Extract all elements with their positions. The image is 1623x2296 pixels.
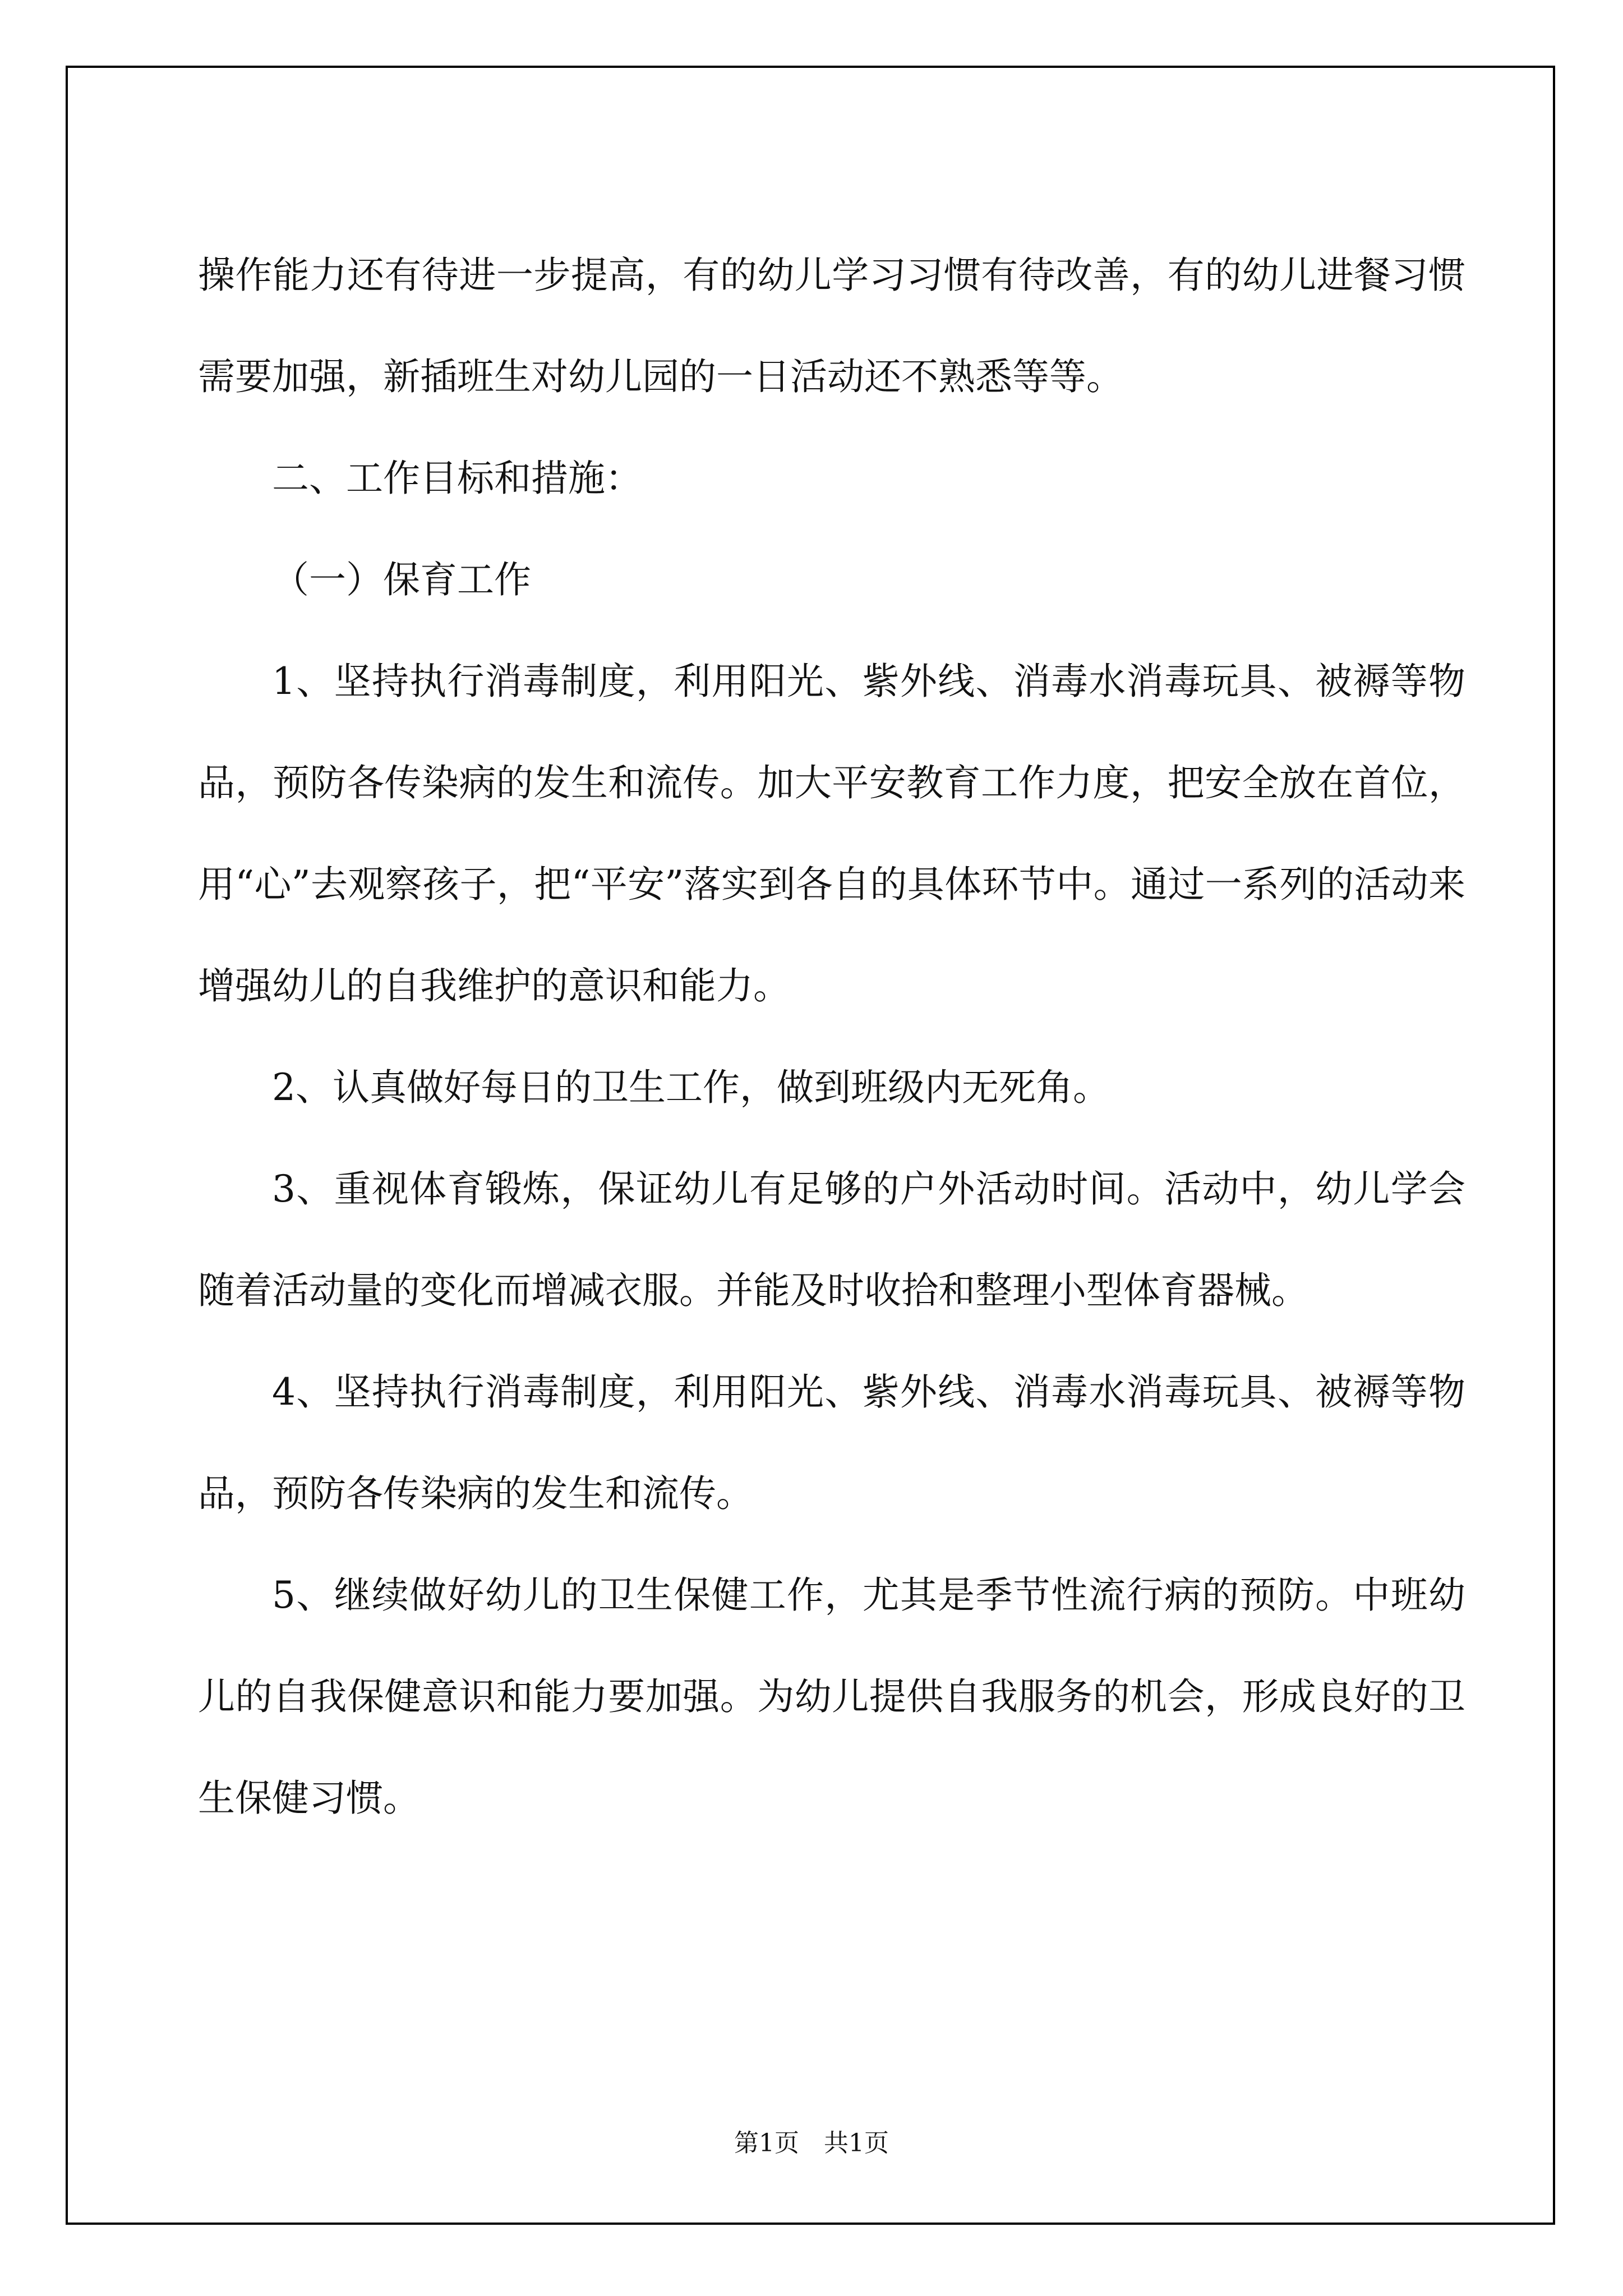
section-heading: 二、工作目标和措施： xyxy=(272,457,642,500)
paragraph-1: 操作能力还有待进一步提高，有的幼儿学习习惯有待改善，有的幼儿进餐习惯需要加强，新插班生对幼儿园的一日活动还不熟悉等等。 xyxy=(198,254,1465,398)
list-item-3: 3、重视体育锻炼，保证幼儿有足够的户外活动时间。活动中，幼儿学会随着活动量的变化而增减衣服。并能及时收拾和整理小型体育器械。 xyxy=(198,1167,1465,1312)
list-item-2: 2、认真做好每日的卫生工作，做到班级内无死角。 xyxy=(272,1066,1110,1109)
list-item-5: 5、继续做好幼儿的卫生保健工作，尤其是季节性流行病的预防。中班幼儿的自我保健意识和能力要加强。为幼儿提供自我服务的机会，形成良好的卫生保健习惯。 xyxy=(198,1573,1465,1820)
document-body xyxy=(198,224,1465,1849)
page-number: 第1页 xyxy=(734,2129,799,2157)
list-item-1: 1、坚持执行消毒制度，利用阳光、紫外线、消毒水消毒玩具、被褥等物品，预防各传染病的发生和流传。加大平安教育工作力度，把安全放在首位，用“心”去观察孩子，把“平安”落实到各自的具体环节中。通过一系列的活动来增强幼儿的自我维护的意识和能力。 xyxy=(198,660,1465,1007)
subsection-heading: （一）保育工作 xyxy=(272,558,531,601)
page-total: 共1页 xyxy=(824,2129,889,2157)
page-footer xyxy=(0,2123,1623,2159)
list-item-4: 4、坚持执行消毒制度，利用阳光、紫外线、消毒水消毒玩具、被褥等物品，预防各传染病的发生和流传。 xyxy=(198,1370,1465,1515)
